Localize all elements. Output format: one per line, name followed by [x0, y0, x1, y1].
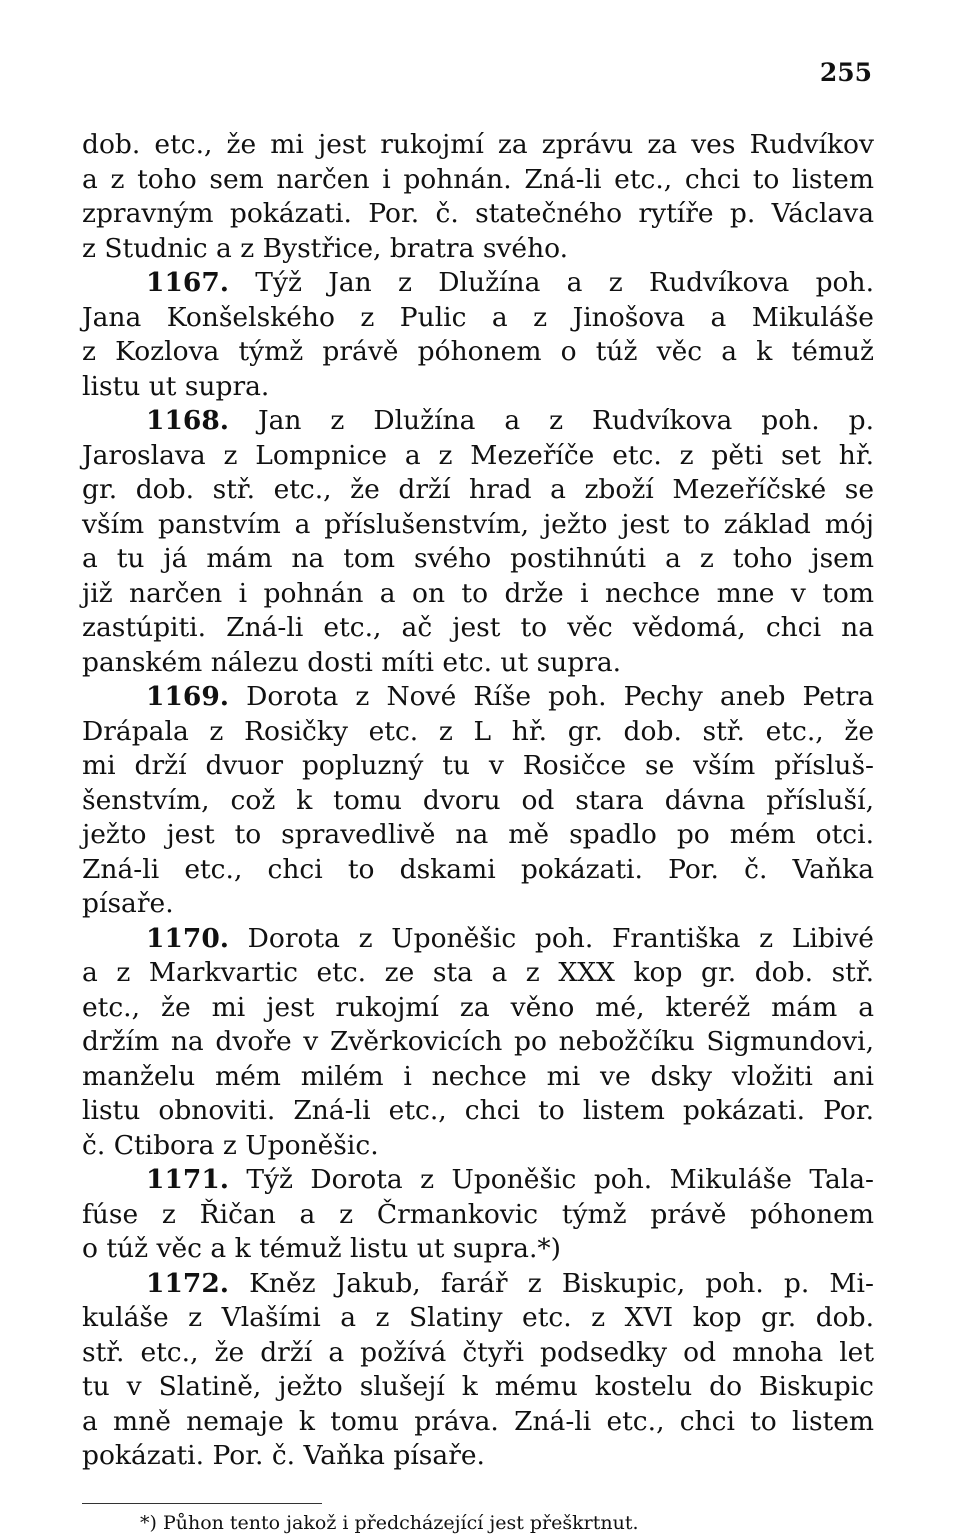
line-text: Týž Jan z Dlužína a z Rudvíkova poh.: [255, 267, 874, 298]
line-text: č. Ctibora z Uponěšic.: [82, 1129, 379, 1161]
text-line: [82, 784, 874, 819]
text-line: [82, 715, 874, 750]
footnote: *) Půhon tento jakož i předcházející jest přeškrtnut.: [140, 1512, 639, 1534]
line-text: písaře.: [82, 888, 174, 919]
text-line: [82, 1405, 874, 1440]
text-line: [82, 577, 874, 612]
text-line: [82, 163, 874, 198]
line-text: Jaroslava z Lompnice a z Mezeříče etc. z pěti set hř.: [82, 439, 874, 471]
entry-number: 1167.: [146, 267, 229, 298]
line-text: Drápala z Rosičky etc. z L hř. gr. dob. stř. etc., že: [82, 715, 874, 747]
text-line: [82, 1060, 874, 1095]
entry-first-line: [82, 922, 874, 957]
entry-number: 1172.: [146, 1267, 229, 1299]
text-line: [82, 439, 874, 474]
line-text: Týž Dorota z Uponěšic poh. Mikuláše Tala-: [246, 1164, 874, 1195]
text-line: [82, 887, 874, 922]
line-text: o túž věc a k témuž listu ut supra.*): [82, 1233, 561, 1264]
line-text: z Studnic a z Bystřice, bratra svého.: [82, 232, 569, 264]
line-text: fúse z Řičan a z Črmankovic týmž právě póhonem: [82, 1198, 874, 1230]
text-line: [82, 1025, 874, 1060]
entry-number: 1168.: [146, 405, 229, 436]
text-line: [82, 991, 874, 1026]
entry-number: 1171.: [146, 1164, 229, 1195]
line-text: držím na dvoře v Zvěrkovicích po nebožčíku Sigmundovi,: [82, 1026, 874, 1057]
text-line: [82, 335, 874, 370]
line-text: a tu já mám na tom svého postihnúti a z toho jsem: [82, 543, 874, 574]
line-text: a z Markvartic etc. ze sta a z XXX kop gr. dob. stř.: [82, 957, 874, 988]
text-line: [82, 370, 874, 405]
text-line: [82, 232, 874, 267]
page-number: 255: [819, 58, 872, 87]
text-line: [82, 1232, 874, 1267]
text-line: [82, 542, 874, 577]
text-line: [82, 1301, 874, 1336]
text-line: [82, 128, 874, 163]
line-text: Dorota z Nové Ríše poh. Pechy aneb Petra: [246, 681, 874, 712]
line-text: a mně nemaje k tomu práva. Zná-li etc., chci to listem: [82, 1405, 874, 1437]
text-line: [82, 1370, 874, 1405]
text-line: [82, 197, 874, 232]
text-line: [82, 853, 874, 888]
line-text: mi drží dvuor popluzný tu v Rosičce se vším přísluš-: [82, 750, 874, 781]
line-text: pokázati. Por. č. Vaňka písaře.: [82, 1440, 485, 1471]
line-text: listu ut supra.: [82, 370, 270, 402]
line-text: panském nálezu dosti míti etc. ut supra.: [82, 646, 622, 678]
line-text: vším panstvím a příslušenstvím, ježto jest to základ mój: [82, 508, 874, 540]
line-text: Kněz Jakub, farář z Biskupic, poh. p. Mi-: [249, 1267, 874, 1299]
line-text: kuláše z Vlašími a z Slatiny etc. z XVI kop gr. dob.: [82, 1302, 874, 1333]
text-line: [82, 818, 874, 853]
text-line: [82, 749, 874, 784]
footnote-divider: [82, 1503, 322, 1504]
text-line: [82, 611, 874, 646]
line-text: Jana Konšelského z Pulic a z Jinošova a Mikuláše: [82, 301, 874, 333]
line-text: šenstvím, což k tomu dvoru od stara dávna přísluší,: [82, 784, 874, 816]
entry-number: 1170.: [146, 922, 229, 954]
line-text: a z toho sem narčen i pohnán. Zná-li etc., chci to listem: [82, 163, 874, 195]
text-line: [82, 1336, 874, 1371]
entry-first-line: [82, 404, 874, 439]
body-text: [82, 128, 874, 1474]
entry-first-line: [82, 1163, 874, 1198]
line-text: Dorota z Uponěšic poh. Františka z Libivé: [247, 922, 874, 954]
text-line: [82, 1094, 874, 1129]
line-text: tu v Slatině, ježto slušejí k mému kostelu do Biskupic: [82, 1371, 874, 1402]
line-text: Jan z Dlužína a z Rudvíkova poh. p.: [257, 405, 874, 436]
line-text: zpravným pokázati. Por. č. statečného rytíře p. Václava: [82, 198, 874, 229]
line-text: listu obnoviti. Zná-li etc., chci to listem pokázati. Por.: [82, 1095, 874, 1126]
text-line: [82, 301, 874, 336]
text-line: [82, 508, 874, 543]
line-text: stř. etc., že drží a požívá čtyři podsedky od mnoha let: [82, 1336, 874, 1368]
text-line: [82, 1439, 874, 1474]
text-line: [82, 646, 874, 681]
line-text: manželu mém milém i nechce mi ve dsky vložiti ani: [82, 1060, 874, 1092]
entry-first-line: [82, 1267, 874, 1302]
line-text: etc., že mi jest rukojmí za věno mé, kteréž mám a: [82, 991, 874, 1023]
entry-first-line: [82, 266, 874, 301]
line-text: Zná-li etc., chci to dskami pokázati. Por. č. Vaňka: [82, 853, 874, 885]
text-line: [82, 956, 874, 991]
text-line: [82, 1129, 874, 1164]
line-text: ježto jest to spravedlivě na mě spadlo po mém otci.: [82, 819, 874, 850]
entry-first-line: [82, 680, 874, 715]
text-line: [82, 1198, 874, 1233]
entry-number: 1169.: [146, 681, 229, 712]
line-text: gr. dob. stř. etc., že drží hrad a zboží Mezeříčské se: [82, 474, 874, 505]
line-text: z Kozlova týmž právě póhonem o túž věc a k témuž: [82, 336, 874, 367]
text-line: [82, 473, 874, 508]
line-text: již narčen i pohnán a on to drže i nechce mne v tom: [82, 577, 874, 609]
line-text: dob. etc., že mi jest rukojmí za zprávu za ves Rudvíkov: [82, 129, 874, 160]
line-text: zastúpiti. Zná-li etc., ač jest to věc vědomá, chci na: [82, 612, 874, 643]
